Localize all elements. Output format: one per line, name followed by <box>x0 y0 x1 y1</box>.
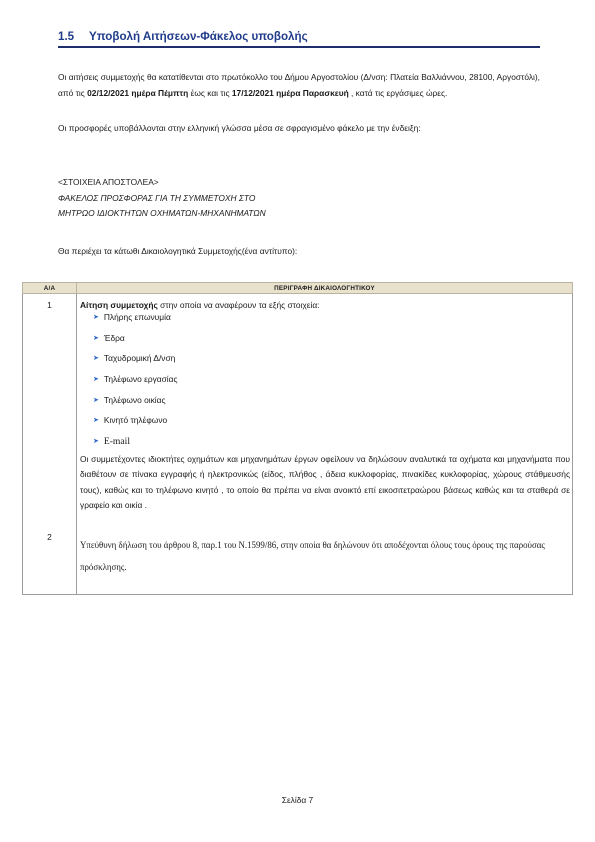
sender-line-3: ΜΗΤΡΩΟ ΙΔΙΟΚΤΗΤΩΝ ΟΧΗΜΑΤΩΝ-ΜΗΧΑΝΗΜΑΤΩΝ <box>58 208 266 218</box>
section-heading <box>58 30 540 48</box>
list-item <box>93 311 570 332</box>
table-header-row <box>23 283 573 294</box>
list-item-label: Πλήρης επωνυμία <box>103 312 171 322</box>
row-2-description <box>77 526 573 595</box>
list-item-label: E-mail <box>103 436 130 448</box>
header-description: ΠΕΡΙΓΡΑΦΗ ΔΙΚΑΙΟΛΟΓΗΤΙΚΟΥ <box>77 283 573 294</box>
table-row <box>23 294 573 526</box>
header-aa: Α/Α <box>23 283 77 294</box>
sender-block <box>58 175 540 222</box>
application-title <box>80 299 570 311</box>
list-item-label: Κινητό τηλέφωνο <box>103 415 168 426</box>
arrow-bullet-icon: ➤ <box>93 355 99 363</box>
list-item <box>93 352 570 373</box>
section-title: Υποβολή Αιτήσεων-Φάκελος υποβολής <box>89 30 308 43</box>
arrow-bullet-icon: ➤ <box>93 417 99 425</box>
list-item <box>93 414 570 435</box>
intro-paragraph <box>58 70 540 101</box>
row-1-description <box>77 294 573 526</box>
arrow-bullet-icon: ➤ <box>93 438 99 446</box>
intro-part1: Οι αιτήσεις συμμετοχής θα κατατίθενται στο πρωτόκολλο του Δήμου Αργοστολίου (Δ/νση: Πλατεία Βαλλιάννου, 28100, Αργοστόλι), από τις <box>58 72 540 98</box>
sender-line-1: <ΣΤΟΙΧΕΙΑ ΑΠΟΣΤΟΛΕΑ> <box>58 177 159 187</box>
solemn-declaration-text: Υπεύθυνη δήλωση του άρθρου 8, παρ.1 του Ν.1599/86, στην οποία θα δηλώνουν ότι αποδέχονται όλους τους όρους της παρούσας πρόσκλησης. <box>80 539 545 572</box>
list-item-label: Τηλέφωνο εργασίας <box>103 374 178 385</box>
documents-table <box>22 282 573 595</box>
list-item <box>93 332 570 353</box>
contents-intro: Θα περιέχει τα κάτωθι Δικαιολογητικά Συμμετοχής(ένα αντίτυπο): <box>58 246 298 256</box>
intro-part3: , κατά τις εργάσιμες ώρες. <box>348 87 448 98</box>
required-fields-list <box>80 311 570 456</box>
list-item-label: Ταχυδρομική Δ/νση <box>103 353 176 364</box>
application-title-bold: Αίτηση συμμετοχής <box>80 300 158 310</box>
table-row <box>23 526 573 595</box>
arrow-bullet-icon: ➤ <box>93 314 99 321</box>
date-from: 02/12/2021 ημέρα Πέμπτη <box>87 87 189 98</box>
list-item <box>93 373 570 394</box>
row-1-number: 1 <box>23 294 77 526</box>
application-title-rest: στην οποία να αναφέρουν τα εξής στοιχεία: <box>157 300 320 310</box>
date-to: 17/12/2021 ημέρα Παρασκευή <box>231 87 349 98</box>
list-item-label: Έδρα <box>103 332 125 343</box>
arrow-bullet-icon: ➤ <box>93 396 99 404</box>
list-item <box>93 394 570 415</box>
arrow-bullet-icon: ➤ <box>93 376 99 384</box>
page-number: Σελίδα 7 <box>281 795 314 805</box>
vehicles-note: Οι συμμετέχοντες ιδιοκτήτες οχημάτων και μηχανημάτων έργων οφείλουν να δηλώσουν αναλυτικά τα οχήματα και μηχανήματα που διαθέτουν σε πίνακα εγγραφής ή ηλεκτρονικώς (είδος, πλήθος , άδεια κυκλοφορίας, πινακίδες κυκλοφορίας, χώρους στάθμευσής τους), καθώς και το τηλέφωνο κινητό , το οποίο θα πρέπει να είναι ανοικτό επί εικοσιτετραώρου βάσεως καθώς και τα σταθερά σε γραφείο και οικία . <box>80 453 570 511</box>
sender-line-2: ΦΑΚΕΛΟΣ ΠΡΟΣΦΟΡΑΣ ΓΙΑ ΤΗ ΣΥΜΜΕΤΟΧΗ ΣΤΟ <box>58 192 256 203</box>
intro-part2: έως και τις <box>188 87 232 98</box>
language-note: Οι προσφορές υποβάλλονται στην ελληνική γλώσσα μέσα σε σφραγισμένο φάκελο με την ένδειξη: <box>58 123 421 133</box>
section-number: 1.5 <box>58 30 75 43</box>
row-2-number: 2 <box>23 526 77 595</box>
arrow-bullet-icon: ➤ <box>93 334 99 342</box>
list-item-label: Τηλέφωνο οικίας <box>103 394 166 405</box>
